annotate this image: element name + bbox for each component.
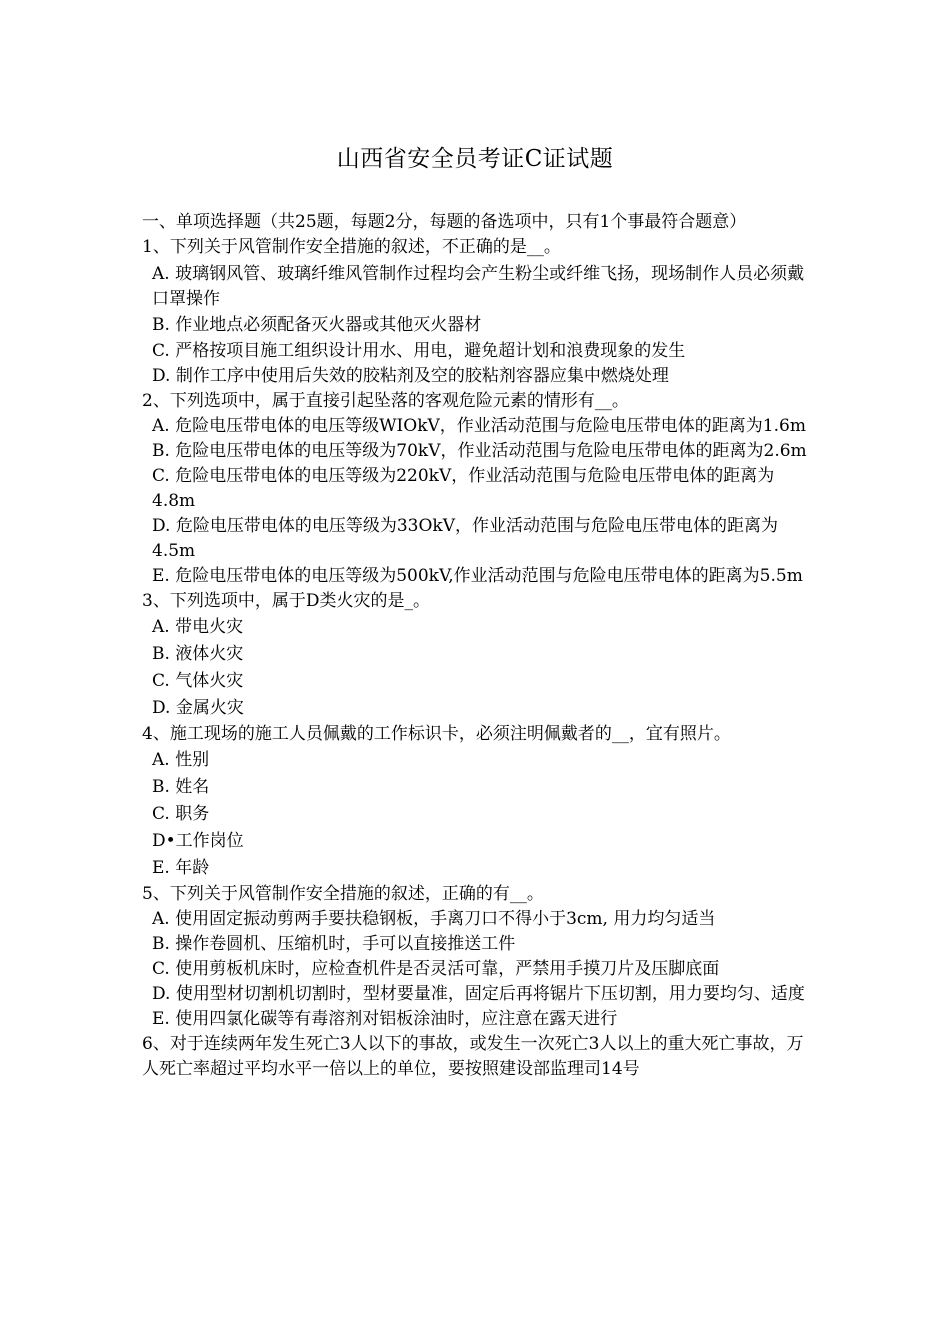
page-title: 山西省安全员考证C证试题: [336, 146, 614, 172]
question-option: C. 严格按项目施工组织设计用水、用电，避免超计划和浪费现象的发生: [152, 341, 686, 361]
question-option: D. 金属火灾: [152, 698, 244, 718]
question-option: E. 使用四氯化碳等有毒溶剂对铝板涂油时，应注意在露天进行: [152, 1009, 618, 1029]
document-body: [142, 210, 810, 1082]
question-option: A. 性别: [152, 750, 210, 770]
question-option: A. 使用固定振动剪两手要扶稳钢板，手离刀口不得小于3cm, 用力均匀适当: [152, 909, 716, 929]
question-option: C. 职务: [152, 804, 210, 824]
question-option: B. 危险电压带电体的电压等级为70kV，作业活动范围与危险电压带电体的距离为2.6m: [152, 441, 807, 461]
question-option: C. 气体火灾: [152, 671, 244, 691]
question-option: A. 带电火灾: [152, 617, 244, 637]
question-option: B. 操作卷圆机、压缩机时，手可以直接推送工件: [152, 934, 516, 954]
question-option: D. 使用型材切割机切割时，型材要量准，固定后再将锯片下压切割，用力要均匀、适度: [152, 984, 805, 1004]
question-option: C. 使用剪板机床时，应检查机件是否灵活可靠，严禁用手摸刀片及压脚底面: [152, 959, 720, 979]
question-option: E. 年龄: [152, 858, 210, 878]
question-stem: 1、下列关于风管制作安全措施的叙述，不正确的是__。: [142, 237, 561, 257]
question-stem: 5、下列关于风管制作安全措施的叙述，正确的有__。: [142, 884, 544, 904]
question-option: D. 危险电压带电体的电压等级为33OkV，作业活动范围与危险电压带电体的距离为4.5m: [152, 516, 778, 561]
question-option: A. 玻璃钢风管、玻璃纤维风管制作过程均会产生粉尘或纤维飞扬，现场制作人员必须戴口罩操作: [152, 264, 805, 309]
question-option: B. 姓名: [152, 777, 210, 797]
question-option: A. 危险电压带电体的电压等级WIOkV，作业活动范围与危险电压带电体的距离为1.6m: [152, 416, 806, 436]
question-option: B. 液体火灾: [152, 644, 244, 664]
question-option: E. 危险电压带电体的电压等级为500kV,作业活动范围与危险电压带电体的距离为5.5m: [152, 566, 803, 586]
question-stem: 4、施工现场的施工人员佩戴的工作标识卡，必须注明佩戴者的__，宜有照片。: [142, 724, 731, 744]
question-stem: 6、对于连续两年发生死亡3人以下的事故，或发生一次死亡3人以上的重大死亡事故，万人死亡率超过平均水平一倍以上的单位，要按照建设部监理司14号: [142, 1034, 804, 1079]
question-option: D. 制作工序中使用后失效的胶粘剂及空的胶粘剂容器应集中燃烧处理: [152, 366, 669, 386]
section-header: 一、单项选择题（共25题，每题2分，每题的备选项中，只有1个事最符合题意）: [142, 212, 747, 232]
question-option: B. 作业地点必须配备灭火器或其他灭火器材: [152, 315, 482, 335]
question-option: D•工作岗位: [152, 831, 244, 851]
question-stem: 3、下列选项中，属于D类火灾的是_。: [142, 591, 430, 611]
question-stem: 2、下列选项中，属于直接引起坠落的客观危险元素的情形有__。: [142, 391, 629, 411]
question-option: C. 危险电压带电体的电压等级为220kV，作业活动范围与危险电压带电体的距离为4.8m: [152, 466, 775, 511]
